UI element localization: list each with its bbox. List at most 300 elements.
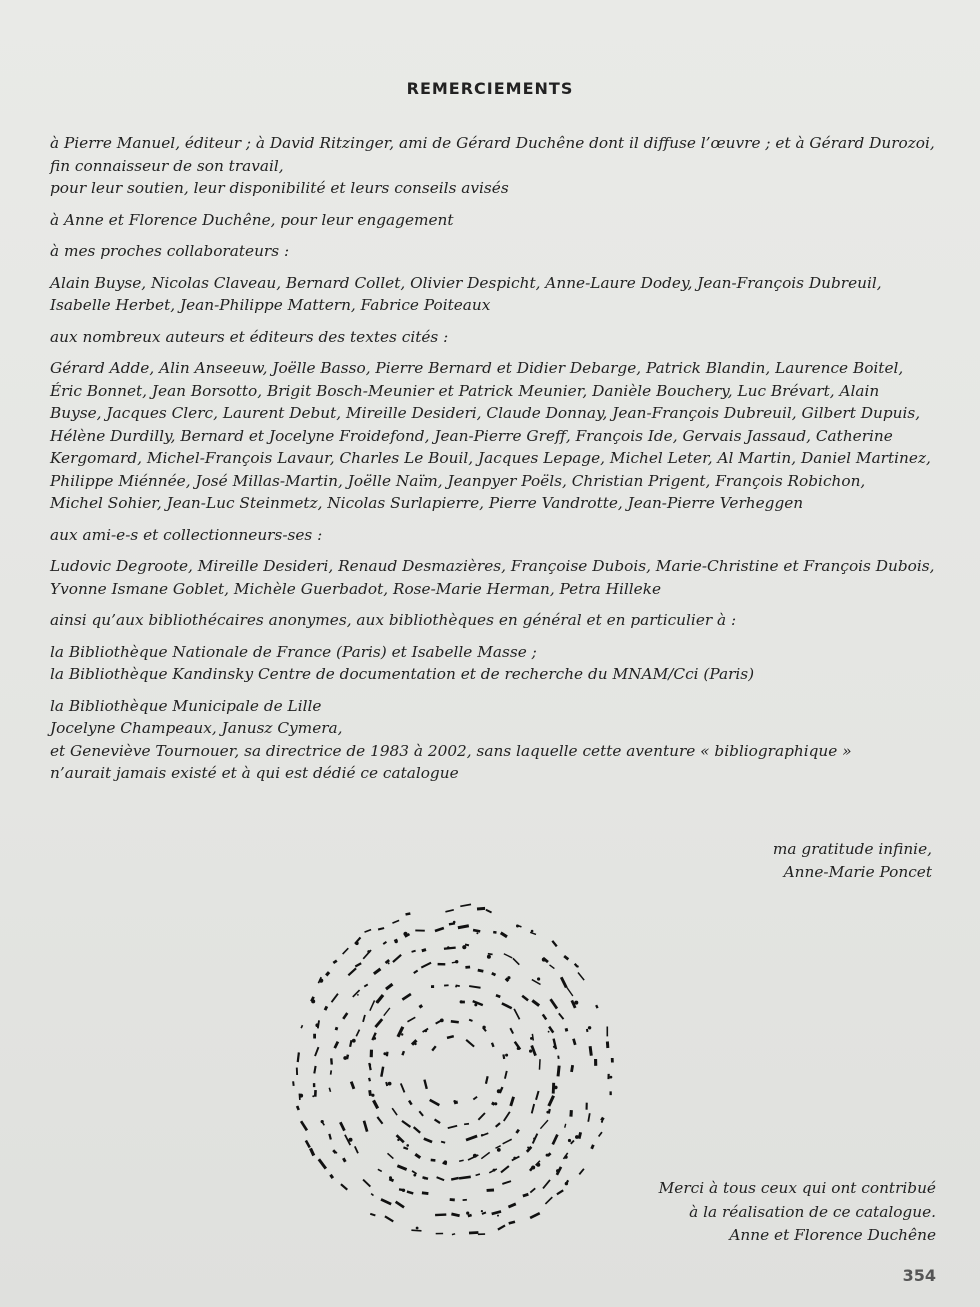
emblem-dot-fragment <box>414 1043 416 1045</box>
emblem-dot-fragment <box>455 986 457 988</box>
emblem-glyph-fragment <box>407 1190 414 1194</box>
emblem-glyph-fragment <box>318 1158 327 1169</box>
emblem-glyph-fragment <box>342 1158 347 1163</box>
emblem-dot-fragment <box>416 1227 419 1230</box>
emblem-glyph-fragment <box>558 1013 564 1020</box>
emblem-glyph-fragment <box>469 985 481 989</box>
emblem-dot-fragment <box>406 1144 409 1147</box>
emblem-glyph-fragment <box>458 924 469 929</box>
emblem-glyph-fragment <box>572 1038 576 1045</box>
emblem-dot-fragment <box>507 976 510 979</box>
emblem-dot-fragment <box>564 1155 567 1158</box>
emblem-glyph-fragment <box>423 1079 428 1089</box>
emblem-glyph-fragment <box>600 1117 604 1122</box>
emblem-glyph-fragment <box>363 949 372 959</box>
emblem-glyph-fragment <box>435 1213 446 1216</box>
emblem-glyph-fragment <box>364 984 368 988</box>
emblem-dot-fragment <box>497 1089 501 1093</box>
text-line: aux ami-e-s et collectionneurs-ses : <box>50 525 323 544</box>
emblem-dot-fragment <box>497 1148 501 1152</box>
emblem-glyph-fragment <box>509 1096 515 1106</box>
emblem-glyph-fragment <box>491 972 496 976</box>
emblem-glyph-fragment <box>606 1026 608 1036</box>
emblem-glyph-fragment <box>362 1179 371 1187</box>
emblem-glyph-fragment <box>563 955 569 960</box>
emblem-glyph-fragment <box>512 958 520 965</box>
text-line: la Bibliothèque Municipale de Lille <box>50 696 322 715</box>
emblem-glyph-fragment <box>493 931 497 934</box>
emblem-glyph-fragment <box>395 1201 405 1209</box>
emblem-glyph-fragment <box>448 1125 458 1129</box>
emblem-glyph-fragment <box>451 1020 459 1023</box>
emblem-dot-fragment <box>565 1182 568 1185</box>
signature-block <box>773 838 932 884</box>
emblem-glyph-fragment <box>594 1059 597 1066</box>
emblem-glyph-fragment <box>586 1029 589 1032</box>
emblem-glyph-fragment <box>333 1041 339 1049</box>
text-line: la Bibliothèque Kandinsky Centre de documentation et de recherche du MNAM/Cci (Paris) <box>50 665 755 683</box>
emblem-glyph-fragment <box>556 1189 564 1195</box>
emblem-dot-fragment <box>460 1000 463 1003</box>
paragraph-1 <box>50 132 935 200</box>
emblem-glyph-fragment <box>542 1014 548 1020</box>
text-line: Ludovic Degroote, Mireille Desideri, Renaud Desmazières, Françoise Dubois, Marie-Christine et François Dubois, <box>50 557 935 575</box>
emblem-dot-fragment <box>343 1056 347 1060</box>
emblem-dot-fragment <box>517 1047 520 1050</box>
emblem-glyph-fragment <box>552 1038 557 1049</box>
text-line: aux nombreux auteurs et éditeurs des textes cités : <box>50 327 449 346</box>
emblem-glyph-fragment <box>531 999 540 1007</box>
emblem-glyph-fragment <box>400 1083 405 1093</box>
emblem-dot-fragment <box>424 1177 427 1180</box>
emblem-dot-fragment <box>516 925 519 928</box>
emblem-glyph-fragment <box>431 1045 436 1051</box>
text-line: Jocelyne Champeaux, Janusz Cymera, <box>50 719 343 737</box>
emblem-glyph-fragment <box>513 1008 520 1019</box>
emblem-glyph-fragment <box>380 1198 391 1205</box>
emblem-glyph-fragment <box>401 1051 405 1056</box>
emblem-glyph-fragment <box>587 1113 590 1122</box>
signature-line-1: ma gratitude infinie, <box>772 840 932 858</box>
merci-block <box>659 1177 936 1248</box>
emblem-dot-fragment <box>531 1166 535 1170</box>
emblem-glyph-fragment <box>342 948 349 955</box>
emblem-dot-fragment <box>402 1189 405 1192</box>
emblem-dot-fragment <box>527 1147 529 1149</box>
emblem-glyph-fragment <box>469 1231 479 1234</box>
emblem-glyph-fragment <box>464 1123 469 1125</box>
emblem-glyph-fragment <box>500 932 508 939</box>
emblem-glyph-fragment <box>380 1066 384 1076</box>
emblem-dot-fragment <box>371 1094 374 1097</box>
emblem-dot-fragment <box>321 1120 324 1123</box>
page-title: REMERCIEMENTS <box>406 79 574 98</box>
emblem-glyph-fragment <box>415 930 425 932</box>
emblem-glyph-fragment <box>497 1224 505 1230</box>
emblem-glyph-fragment <box>535 1091 539 1100</box>
emblem-dot-fragment <box>588 1026 591 1029</box>
text-line: Hélène Durdilly, Bernard et Jocelyne Froidefond, Jean-Pierre Greff, François Ide, Gervais Jassaud, Catherine <box>50 426 893 445</box>
emblem-glyph-fragment <box>598 1132 603 1137</box>
emblem-glyph-fragment <box>451 1177 459 1181</box>
emblem-glyph-fragment <box>459 1176 471 1180</box>
emblem-glyph-fragment <box>324 1006 328 1011</box>
emblem-glyph-fragment <box>577 972 584 981</box>
emblem-glyph-fragment <box>397 1164 407 1171</box>
emblem-glyph-fragment <box>503 1111 511 1121</box>
emblem-glyph-fragment <box>329 1088 332 1092</box>
emblem-dot-fragment <box>568 1139 571 1142</box>
emblem-dot-fragment <box>556 1169 560 1173</box>
emblem-glyph-fragment <box>465 966 470 969</box>
emblem-glyph-fragment <box>500 1165 509 1173</box>
emblem-glyph-fragment <box>502 1180 511 1185</box>
emblem-glyph-fragment <box>508 1203 516 1209</box>
emblem-glyph-fragment <box>314 1047 319 1057</box>
emblem-glyph-fragment <box>292 1081 295 1086</box>
emblem-glyph-fragment <box>539 1059 541 1070</box>
emblem-dot-fragment <box>440 1019 444 1023</box>
emblem-glyph-fragment <box>387 1153 394 1159</box>
emblem-dot-fragment <box>455 960 458 963</box>
emblem-glyph-fragment <box>372 1100 379 1109</box>
emblem-dot-fragment <box>473 1154 477 1158</box>
emblem-dot-fragment <box>401 1033 403 1035</box>
text-line: et Geneviève Tournouer, sa directrice de 1983 à 2002, sans laquelle cette aventure « bibliographique » <box>50 741 852 760</box>
emblem-glyph-fragment <box>481 1152 490 1160</box>
emblem-dot-fragment <box>601 1121 603 1123</box>
emblem-dot-fragment <box>369 1064 371 1066</box>
emblem-glyph-fragment <box>436 1233 443 1235</box>
emblem-glyph-fragment <box>370 1213 376 1217</box>
emblem-dot-fragment <box>537 977 540 980</box>
emblem-glyph-fragment <box>385 983 393 990</box>
emblem-glyph-fragment <box>609 1091 611 1095</box>
paragraph-8 <box>50 555 935 600</box>
emblem-dot-fragment <box>319 979 323 983</box>
emblem-dot-fragment <box>357 994 359 996</box>
emblem-glyph-fragment <box>504 1071 508 1079</box>
emblem-dot-fragment <box>413 1174 416 1177</box>
emblem-glyph-fragment <box>450 1198 455 1201</box>
emblem-glyph-fragment <box>364 929 371 933</box>
emblem-glyph-fragment <box>392 920 399 924</box>
emblem-dot-fragment <box>299 1094 303 1098</box>
emblem-dot-fragment <box>546 1154 549 1157</box>
emblem-dot-fragment <box>466 1212 469 1215</box>
emblem-glyph-fragment <box>355 962 362 967</box>
emblem-glyph-fragment <box>509 1028 514 1034</box>
emblem-dot-fragment <box>575 1135 579 1139</box>
emblem-glyph-fragment <box>530 932 536 936</box>
acknowledgements-body <box>50 132 935 794</box>
emblem-glyph-fragment <box>586 1103 588 1110</box>
emblem-glyph-fragment <box>300 1120 308 1131</box>
emblem-glyph-fragment <box>396 1134 405 1143</box>
emblem-dot-fragment <box>493 1169 496 1172</box>
emblem-glyph-fragment <box>436 1176 444 1181</box>
emblem-glyph-fragment <box>355 1029 360 1036</box>
emblem-dot-fragment <box>447 946 450 949</box>
emblem-glyph-fragment <box>564 1124 566 1128</box>
emblem-glyph-fragment <box>569 1110 573 1117</box>
emblem-glyph-fragment <box>465 1039 474 1047</box>
emblem-glyph-fragment <box>445 909 454 913</box>
emblem-glyph-fragment <box>531 1104 535 1114</box>
paragraph-4 <box>50 272 930 317</box>
emblem-glyph-fragment <box>485 1076 489 1084</box>
emblem-glyph-fragment <box>342 1012 348 1019</box>
emblem-glyph-fragment <box>557 1055 559 1059</box>
emblem-glyph-fragment <box>370 1050 373 1058</box>
text-line: Michel Sohier, Jean-Luc Steinmetz, Nicolas Surlapierre, Pierre Vandrotte, Jean-Pierre Verheggen <box>50 494 804 512</box>
emblem-glyph-fragment <box>421 948 426 952</box>
emblem-glyph-fragment <box>473 929 481 933</box>
emblem-glyph-fragment <box>487 1188 495 1191</box>
emblem-glyph-fragment <box>354 1146 359 1154</box>
emblem-glyph-fragment <box>477 907 485 911</box>
emblem-glyph-fragment <box>368 1078 371 1082</box>
emblem-glyph-fragment <box>565 986 573 997</box>
emblem-glyph-fragment <box>371 1193 374 1196</box>
emblem-glyph-fragment <box>377 1169 382 1173</box>
emblem-dot-fragment <box>311 999 315 1003</box>
emblem-glyph-fragment <box>606 1041 609 1048</box>
emblem-glyph-fragment <box>378 927 384 930</box>
page-number: 354 <box>902 1266 936 1285</box>
emblem-glyph-fragment <box>407 1017 416 1023</box>
emblem-glyph-fragment <box>296 1068 298 1075</box>
text-line: à mes proches collaborateurs : <box>50 242 290 260</box>
emblem-glyph-fragment <box>472 1000 483 1006</box>
emblem-glyph-fragment <box>526 1146 532 1153</box>
paragraph-3 <box>50 240 930 263</box>
text-line: fin connaisseur de son travail, <box>50 156 284 175</box>
emblem-glyph-fragment <box>328 1134 332 1140</box>
emblem-dot-fragment <box>395 940 398 943</box>
emblem-glyph-fragment <box>340 1183 348 1190</box>
emblem-glyph-fragment <box>478 1112 486 1120</box>
emblem-glyph-fragment <box>403 1146 408 1150</box>
emblem-glyph-fragment <box>545 1197 553 1205</box>
emblem-glyph-fragment <box>441 1141 446 1144</box>
emblem-glyph-fragment <box>491 1210 501 1215</box>
emblem-dot-fragment <box>487 955 491 959</box>
emblem-dot-fragment <box>444 1160 448 1164</box>
emblem-glyph-fragment <box>330 1058 333 1064</box>
emblem-glyph-fragment <box>611 1058 614 1063</box>
emblem-dot-fragment <box>312 1095 314 1097</box>
emblem-glyph-fragment <box>549 964 555 969</box>
emblem-glyph-fragment <box>466 1135 478 1142</box>
emblem-dot-fragment <box>533 1138 535 1140</box>
emblem-dot-fragment <box>530 1037 533 1040</box>
text-line: Yvonne Ismane Goblet, Michèle Guerbadot, Rose-Marie Herman, Petra Hilleke <box>50 579 662 598</box>
emblem-glyph-fragment <box>515 1129 520 1134</box>
emblem-glyph-fragment <box>421 962 432 969</box>
paragraph-6 <box>50 357 930 515</box>
emblem-glyph-fragment <box>485 909 491 914</box>
emblem-glyph-fragment <box>459 1160 464 1162</box>
paragraph-5 <box>50 326 930 349</box>
emblem-dot-fragment <box>388 1082 392 1086</box>
emblem-glyph-fragment <box>392 954 402 963</box>
emblem-glyph-fragment <box>374 1018 383 1028</box>
emblem-glyph-fragment <box>411 1229 421 1231</box>
emblem-dot-fragment <box>481 1210 483 1212</box>
emblem-dot-fragment <box>383 1052 386 1055</box>
emblem-glyph-fragment <box>413 970 418 974</box>
emblem-glyph-fragment <box>579 1168 585 1175</box>
text-line: Alain Buyse, Nicolas Claveau, Bernard Collet, Olivier Despicht, Anne-Laure Dodey, Jean-François Dubreuil, <box>50 273 882 292</box>
emblem-glyph-fragment <box>377 1116 384 1124</box>
emblem-dot-fragment <box>548 1031 550 1033</box>
emblem-dot-fragment <box>388 962 390 964</box>
emblem-dot-fragment <box>481 1134 483 1136</box>
emblem-dot-fragment <box>536 1163 540 1167</box>
emblem-glyph-fragment <box>590 1144 594 1149</box>
text-line: Isabelle Herbet, Jean-Philippe Mattern, Fabrice Poiteaux <box>50 296 491 314</box>
emblem-dot-fragment <box>513 1157 516 1160</box>
emblem-glyph-fragment <box>530 1212 541 1219</box>
emblem-glyph-fragment <box>447 1035 454 1039</box>
emblem-glyph-fragment <box>502 1054 505 1059</box>
emblem-glyph-fragment <box>423 1137 432 1143</box>
emblem-glyph-fragment <box>309 1148 315 1157</box>
emblem-glyph-fragment <box>313 1066 316 1074</box>
text-line: Buyse, Jacques Clerc, Laurent Debut, Mireille Desideri, Claude Donnay, Jean-François Dubreuil, Gilbert Dupuis, <box>50 404 921 422</box>
emblem-glyph-fragment <box>300 1025 303 1029</box>
emblem-glyph-fragment <box>495 1122 501 1127</box>
text-line: ainsi qu’aux bibliothécaires anonymes, aux bibliothèques en général et en particulier à : <box>50 611 737 629</box>
emblem-dot-fragment <box>531 930 534 933</box>
emblem-dot-fragment <box>542 958 546 962</box>
emblem-glyph-fragment <box>392 1108 398 1116</box>
emblem-glyph-fragment <box>431 985 434 988</box>
emblem-glyph-fragment <box>422 1191 429 1195</box>
emblem-glyph-fragment <box>542 1179 550 1189</box>
emblem-dot-fragment <box>553 1046 555 1048</box>
emblem-glyph-fragment <box>438 963 446 966</box>
emblem-dot-fragment <box>574 1001 578 1005</box>
emblem-glyph-fragment <box>551 940 557 947</box>
emblem-dot-fragment <box>315 1023 319 1027</box>
merci-line-2: à la réalisation de ce catalogue. <box>689 1202 936 1221</box>
emblem-glyph-fragment <box>463 1199 467 1201</box>
emblem-dot-fragment <box>497 1215 499 1217</box>
emblem-glyph-fragment <box>333 959 338 964</box>
emblem-glyph-fragment <box>335 1027 339 1031</box>
emblem-glyph-fragment <box>478 1233 485 1235</box>
emblem-glyph-fragment <box>491 1042 495 1047</box>
text-line: pour leur soutien, leur disponibilité et leurs conseils avisés <box>50 179 509 197</box>
text-line: Kergomard, Michel-François Lavaur, Charles Le Bouil, Jacques Lepage, Michel Leter, Al Martin, Daniel Martinez, <box>50 449 931 467</box>
emblem-dot-fragment <box>352 1039 356 1043</box>
emblem-glyph-fragment <box>411 1039 418 1046</box>
text-line: à Anne et Florence Duchêne, pour leur engagement <box>50 210 454 229</box>
emblem-glyph-fragment <box>552 1134 559 1145</box>
emblem-glyph-fragment <box>314 1090 317 1097</box>
emblem-dot-fragment <box>349 1138 353 1142</box>
paragraph-2 <box>50 209 930 232</box>
emblem-glyph-fragment <box>419 1111 424 1117</box>
emblem-dot-fragment <box>474 1003 477 1006</box>
emblem-glyph-fragment <box>352 989 360 997</box>
text-line: n’aurait jamais existé et à qui est dédié ce catalogue <box>50 764 459 782</box>
emblem-glyph-fragment <box>348 967 357 976</box>
emblem-glyph-fragment <box>475 1173 480 1176</box>
emblem-dot-fragment <box>577 965 579 967</box>
emblem-dot-fragment <box>529 1050 532 1053</box>
emblem-glyph-fragment <box>408 1100 413 1105</box>
emblem-dot-fragment <box>355 942 359 946</box>
emblem-dot-fragment <box>482 1026 485 1029</box>
emblem-glyph-fragment <box>383 941 387 945</box>
emblem-glyph-fragment <box>350 1081 355 1089</box>
emblem-glyph-fragment <box>329 1174 334 1179</box>
paragraph-11 <box>50 695 930 785</box>
emblem-dot-fragment <box>494 1102 497 1105</box>
emblem-glyph-fragment <box>595 1005 598 1009</box>
emblem-dot-fragment <box>336 1152 338 1154</box>
emblem-glyph-fragment <box>339 1122 346 1132</box>
emblem-glyph-fragment <box>557 1065 561 1076</box>
emblem-glyph-fragment <box>522 1193 528 1197</box>
emblem-glyph-fragment <box>405 912 410 915</box>
emblem-dot-fragment <box>453 921 456 924</box>
emblem-glyph-fragment <box>325 971 330 976</box>
emblem-glyph-fragment <box>589 1046 593 1056</box>
emblem-glyph-fragment <box>502 1139 512 1145</box>
emblem-glyph-fragment <box>429 1099 440 1107</box>
merci-line-1: Merci à tous ceux qui ont contribué <box>658 1179 936 1197</box>
emblem-glyph-fragment <box>373 968 381 975</box>
emblem-glyph-fragment <box>313 1034 316 1039</box>
emblem-glyph-fragment <box>565 1028 569 1032</box>
emblem-dot-fragment <box>505 1054 508 1057</box>
emblem-glyph-fragment <box>397 1026 405 1037</box>
emblem-glyph-fragment <box>508 1220 515 1224</box>
circular-text-artwork-icon <box>288 882 628 1252</box>
emblem-glyph-fragment <box>411 950 416 953</box>
emblem-dot-fragment <box>397 1139 399 1141</box>
emblem-glyph-fragment <box>540 1120 549 1129</box>
emblem-glyph-fragment <box>504 953 513 958</box>
emblem-glyph-fragment <box>330 1070 332 1074</box>
paragraph-9 <box>50 609 930 632</box>
emblem-glyph-fragment <box>521 995 529 1002</box>
emblem-glyph-fragment <box>413 1126 421 1133</box>
text-line: Éric Bonnet, Jean Borsotto, Brigit Bosch-Meunier et Patrick Meunier, Danièle Bouchery, Luc Brévart, Alain <box>50 381 880 400</box>
signature-name: Anne-Marie Poncet <box>783 863 932 881</box>
text-line: à Pierre Manuel, éditeur ; à David Ritzinger, ami de Gérard Duchêne dont il diffuse l’œuvre ; et à Gérard Durozoi, <box>50 134 935 152</box>
paragraph-7 <box>50 524 930 547</box>
emblem-glyph-fragment <box>547 1095 555 1107</box>
emblem-dot-fragment <box>476 932 478 934</box>
emblem-dot-fragment <box>389 1176 392 1179</box>
emblem-glyph-fragment <box>451 1213 460 1218</box>
emblem-glyph-fragment <box>549 998 558 1009</box>
emblem-glyph-fragment <box>570 1065 574 1072</box>
emblem-glyph-fragment <box>363 1120 369 1132</box>
emblem-glyph-fragment <box>460 904 471 908</box>
emblem-glyph-fragment <box>383 1007 390 1016</box>
emblem-glyph-fragment <box>305 1140 311 1148</box>
emblem-glyph-fragment <box>414 1153 421 1159</box>
emblem-dot-fragment <box>554 1086 558 1090</box>
emblem-dot-fragment <box>424 1029 427 1032</box>
emblem-glyph-fragment <box>431 1159 436 1162</box>
